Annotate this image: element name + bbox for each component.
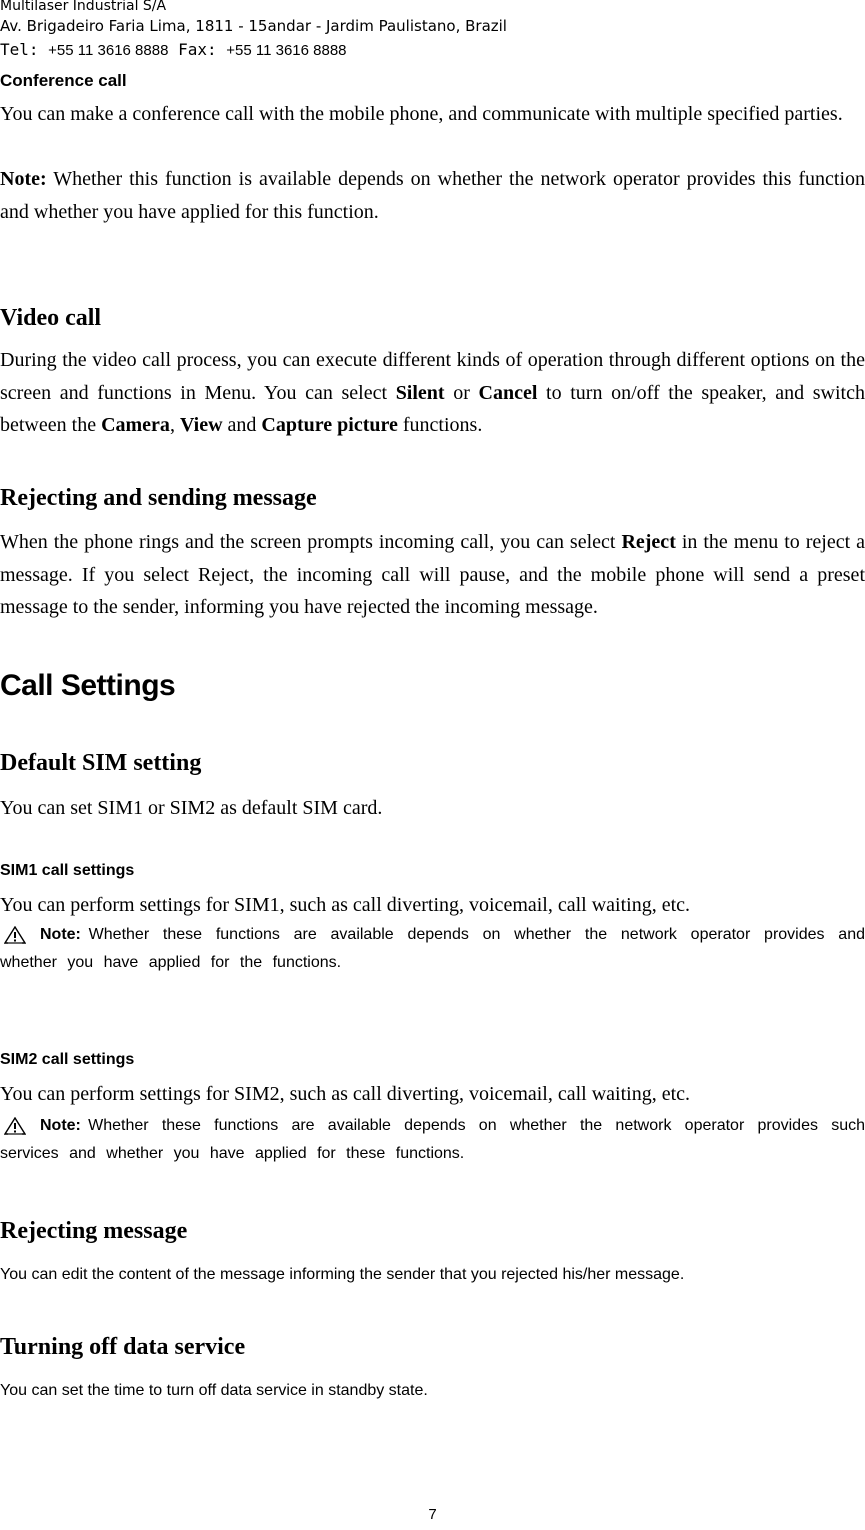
sim2-note bbox=[0, 1112, 865, 1168]
default-sim-body: You can set SIM1 or SIM2 as default SIM card. bbox=[0, 797, 383, 819]
header-address: Av. Brigadeiro Faria Lima, 1811 - 15andar - Jardim Paulistano, Brazil bbox=[0, 17, 507, 35]
video-text-3: functions. bbox=[397, 414, 483, 436]
rejecting-text-2: in the menu to reject a message. If you select Reject, the incoming call will pause, and the mobile phone will send a preset message to the sender, informing you have rejected the incoming message. bbox=[0, 531, 865, 618]
sim1-note-text: Whether these functions are available depends on whether the network operator provides and whether you have applied for the functions. bbox=[0, 926, 865, 971]
video-text-2: to turn on/off the speaker, and switch between the bbox=[0, 381, 865, 436]
default-sim-heading: Default SIM setting bbox=[0, 750, 202, 776]
video-heading: Video call bbox=[0, 305, 102, 331]
rejecting-text-1: When the phone rings and the screen prompts incoming call, you can select bbox=[0, 531, 622, 553]
rejecting-message-body: You can edit the content of the message informing the sender that you rejected his/her message. bbox=[0, 1266, 685, 1283]
fax-value: +55 11 3616 8888 bbox=[226, 42, 347, 59]
video-cancel: Cancel bbox=[478, 381, 538, 404]
sim1-heading: SIM1 call settings bbox=[0, 862, 135, 879]
video-comma: , bbox=[169, 414, 180, 436]
data-service-body: You can set the time to turn off data service in standby state. bbox=[0, 1382, 428, 1399]
video-or: or bbox=[444, 381, 479, 404]
tel-value: +55 11 3616 8888 bbox=[48, 42, 169, 59]
video-and: and bbox=[222, 414, 262, 436]
page-number: 7 bbox=[428, 1506, 437, 1523]
data-service-heading: Turning off data service bbox=[0, 1334, 246, 1360]
video-view: View bbox=[179, 414, 223, 436]
video-body bbox=[0, 344, 865, 442]
header-contact bbox=[0, 40, 865, 61]
tel-label: Tel: bbox=[0, 40, 39, 59]
sim2-note-text: Whether these functions are available depends on whether the network operator provides such services and whether you have applied for these functions. bbox=[0, 1117, 865, 1162]
rejecting-reject: Reject bbox=[621, 531, 676, 553]
call-settings-heading: Call Settings bbox=[0, 669, 176, 702]
conference-note-text: Whether this function is available depends on whether the network operator provides this function and whether you have applied for this function. bbox=[0, 168, 865, 223]
rejecting-sending-body bbox=[0, 526, 865, 624]
conference-note bbox=[0, 163, 865, 228]
sim2-body: You can perform settings for SIM2, such as call diverting, voicemail, call waiting, etc. bbox=[0, 1083, 691, 1105]
sim2-note-label: Note: bbox=[40, 1117, 81, 1134]
warning-triangle-icon bbox=[4, 1117, 26, 1135]
warning-triangle-icon bbox=[4, 926, 26, 944]
sim1-note-label: Note: bbox=[40, 926, 81, 943]
sim2-note-para bbox=[0, 1112, 865, 1168]
sim1-note bbox=[0, 921, 865, 977]
video-silent: Silent bbox=[395, 381, 445, 404]
fax-label: Fax: bbox=[178, 40, 217, 59]
video-text-1: During the video call process, you can execute different kinds of operation through different options on the screen and functions in Menu. You can select bbox=[0, 349, 865, 404]
sim1-note-para bbox=[0, 921, 865, 977]
rejecting-sending-heading: Rejecting and sending message bbox=[0, 485, 317, 511]
header-company: Multilaser Industrial S/A bbox=[0, 0, 167, 14]
conference-heading: Conference call bbox=[0, 71, 127, 90]
video-camera: Camera bbox=[101, 414, 170, 436]
sim1-body: You can perform settings for SIM1, such as call diverting, voicemail, call waiting, etc. bbox=[0, 894, 691, 916]
sim2-heading: SIM2 call settings bbox=[0, 1051, 135, 1068]
conference-note-label: Note: bbox=[0, 168, 47, 190]
video-capture: Capture picture bbox=[261, 414, 398, 436]
conference-body: You can make a conference call with the mobile phone, and communicate with multiple specified parties. bbox=[0, 103, 843, 125]
rejecting-message-heading: Rejecting message bbox=[0, 1218, 188, 1244]
